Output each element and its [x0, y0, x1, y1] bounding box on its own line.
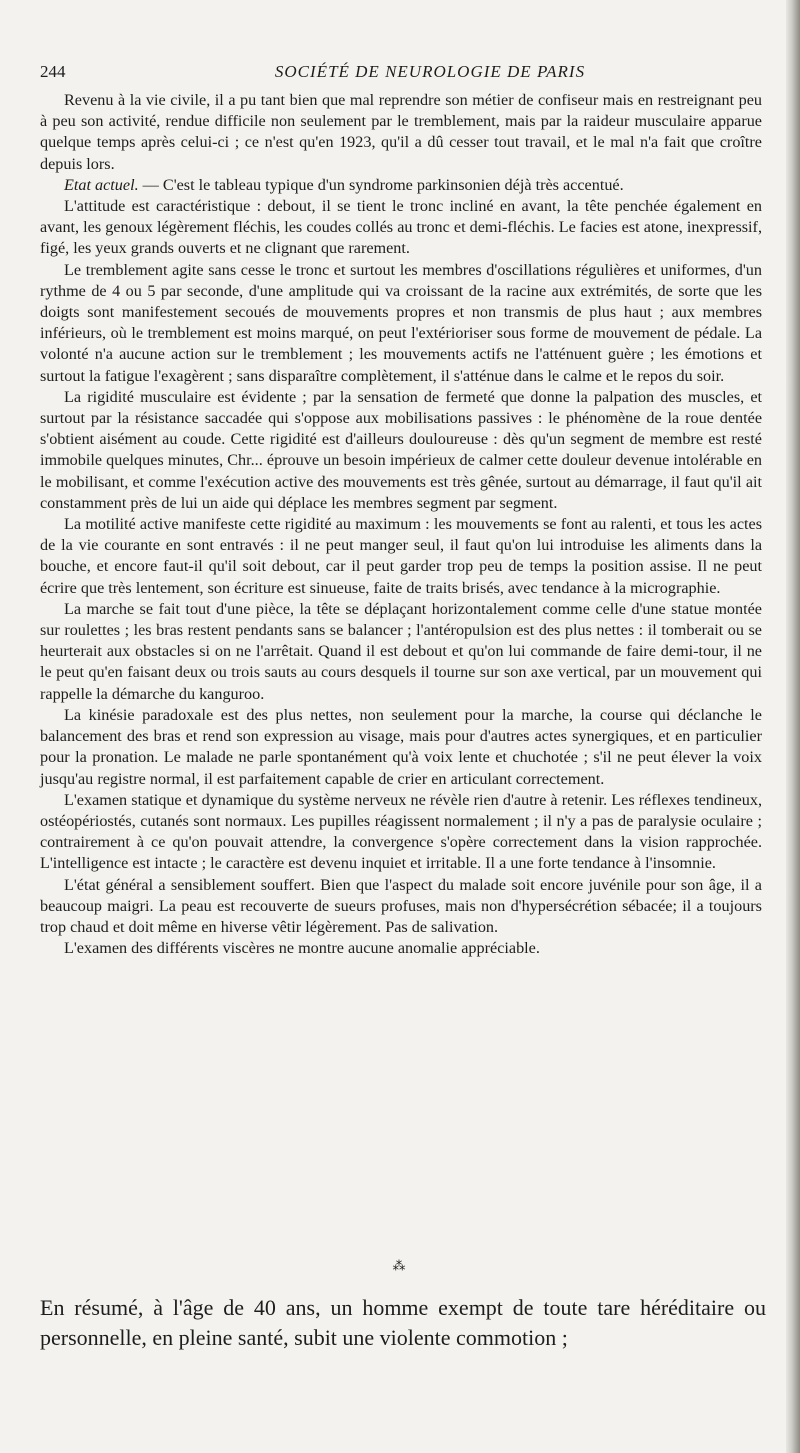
page-header [40, 62, 760, 86]
paragraph-current-state [40, 175, 762, 196]
summary-text [40, 1293, 766, 1353]
page-edge-shadow [786, 0, 800, 1453]
current-state-text: — C'est le tableau typique d'un syndrome parkinsonien déjà très accentué. [138, 175, 624, 194]
section-lead-etat-actuel: Etat actuel. [64, 175, 139, 194]
paragraph-gait: La marche se fait tout d'une pièce, la tête se déplaçant horizontalement comme celle d'une statue montée sur roulettes ; les bras restent pendants sans se balancer ; l'antéropulsion est des plus nettes : il tomberait ou se heurterait aux obstacles si on ne l'arrêtait. Quand il est debout et qu'on lui commande de faire demi-tour, il ne le peut qu'en faisant deux ou trois sauts au cours desquels il tourne sur son axe vertical, par un mouvement qui rappelle la démarche du kanguroo. [40, 599, 762, 703]
paragraph-kinesia: La kinésie paradoxale est des plus nettes, non seulement pour la marche, la course qui déclanche le balancement des bras et rend son expression au visage, mais pour d'autres actes synergiques, et en particulier pour la pronation. Le malade ne parle spontanément qu'à voix lente et chuchotée ; s'il ne peut élever la voix jusqu'au registre normal, il est parfaitement capable de crier en articulant correctement. [40, 705, 762, 788]
body-text [40, 90, 762, 959]
section-separator: ⁂ [392, 1258, 408, 1273]
summary-paragraph: En résumé, à l'âge de 40 ans, un homme exempt de toute tare héréditaire ou personnelle, en pleine santé, subit une violente commotion ; [40, 1295, 766, 1350]
paragraph-neuro-exam: L'examen statique et dynamique du système nerveux ne révèle rien d'autre à retenir. Les réflexes tendineux, ostéopériostés, cutanés sont normaux. Les pupilles réagissent normalement ; il n'y a pas de paralysie oculaire ; contrairement à ce qu'on pouvait attendre, la convergence s'opère correctement dans la vision rapprochée. L'intelligence est intacte ; le caractère est devenu inquiet et irritable. Il a une forte tendance à l'insomnie. [40, 790, 762, 873]
paragraph-motility: La motilité active manifeste cette rigidité au maximum : les mouvements se font au ralenti, et tous les actes de la vie courante en sont entravés : il ne peut manger seul, il faut qu'on lui introduise les aliments dans la bouche, et encore faut-il qu'il soit debout, car il peut garder trop peu de temps la position assise. Il ne peut écrire que très lentement, son écriture est sinueuse, faite de traits brisés, avec tendance à la micrographie. [40, 515, 762, 597]
page-number: 244 [40, 62, 66, 81]
paragraph-viscera: L'examen des différents viscères ne montre aucune anomalie appréciable. [64, 939, 540, 958]
running-title: SOCIÉTÉ DE NEUROLOGIE DE PARIS [274, 62, 586, 81]
paragraph-attitude: L'attitude est caractéristique : debout, il se tient le tronc incliné en avant, la tête penchée également en avant, les genoux légèrement fléchis, les coudes collés au tronc et demi-fléchis. Le facies est atone, inexpressif, figé, les yeux grands ouverts et ne clignant que rarement. [40, 197, 762, 258]
paragraph-civilian-life: Revenu à la vie civile, il a pu tant bien que mal reprendre son métier de confiseur mais en restreignant peu à peu son activité, rendue difficile non seulement par le tremblement, mais par la raideur musculaire apparue quelque temps après celui-ci ; ce n'est qu'en 1923, qu'il a dû cesser tout travail, et le mal n'a fait que croître depuis lors. [40, 91, 762, 173]
paragraph-rigidity: La rigidité musculaire est évidente ; par la sensation de fermeté que donne la palpation des muscles, et surtout par la résistance saccadée qui s'oppose aux mobilisations passives : le phénomène de la roue dentée s'obtient aisément au coude. Cette rigidité est d'ailleurs douloureuse : dès qu'un segment de membre est resté immobile quelques minutes, Chr... éprouve un besoin impérieux de calmer cette douleur devenue intolérable en le mobilisant, et comme l'exécution active des mouvements est très gênée, surtout au démarrage, il faut qu'il ait constamment près de lui un aide qui déplace les membres segment par segment. [40, 387, 762, 512]
paragraph-tremor: Le tremblement agite sans cesse le tronc et surtout les membres d'oscillations régulières et uniformes, d'un rythme de 4 ou 5 par seconde, d'une amplitude qui va croissant de la racine aux extrémités, de sorte que les doigts sont manifestement secoués de mouvements propres et non transmis de plus haut ; aux membres inférieurs, où le tremblement est moins marqué, on peut l'extérioriser sous forme de mouvement de pédale. La volonté n'a aucune action sur le tremblement ; les mouvements actifs ne l'atténuent guère ; les émotions et surtout la fatigue l'exagèrent ; sans disparaître complètement, il s'atténue dans le calme et le repos du soir. [40, 260, 762, 385]
paragraph-general-state: L'état général a sensiblement souffert. Bien que l'aspect du malade soit encore juvénile pour son âge, il a beaucoup maigri. La peau est recouverte de sueurs profuses, mais non d'hypersécrétion sébacée; il a toujours trop chaud et doit même en hiverse vêtir légèrement. Pas de salivation. [40, 875, 762, 936]
